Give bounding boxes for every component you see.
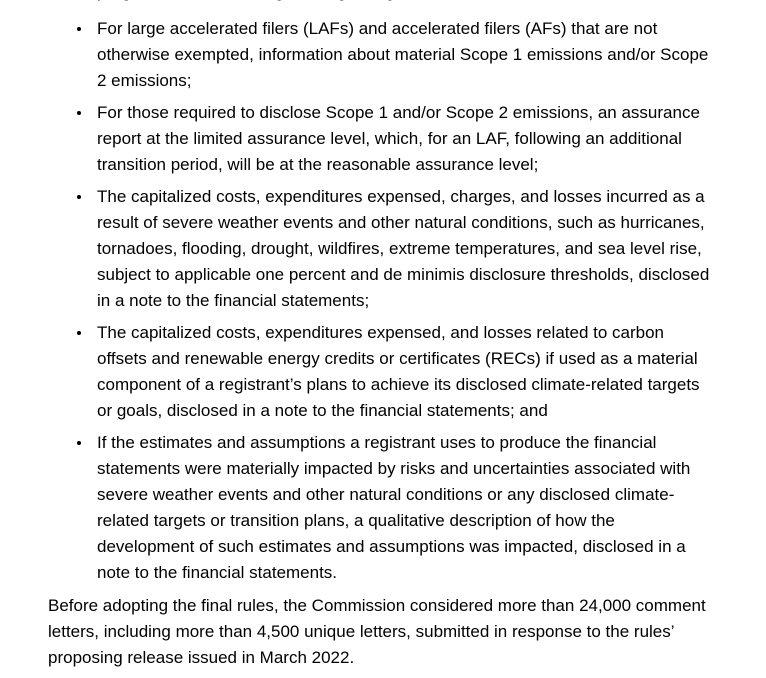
- bullet-icon: [77, 111, 81, 115]
- bullet-icon: [77, 441, 81, 445]
- bullet-icon: [77, 195, 81, 199]
- bullet-item-laf-af-emissions: [48, 16, 716, 94]
- bullet-icon: [77, 331, 81, 335]
- bullet-text: For large accelerated filers (LAFs) and accelerated filers (AFs) that are not otherwise exempted, information about material Scope 1 emissions and/or Scope 2 emissions;: [97, 19, 709, 90]
- bullet-item-assurance-report: [48, 100, 716, 178]
- closing-paragraph: Before adopting the final rules, the Commission considered more than 24,000 comment letters, including more than 4,500 unique letters, submitted in response to the rules’ proposing release issued in March 2022.: [48, 596, 706, 667]
- bullet-item-estimates-assumptions: [48, 430, 716, 586]
- bullet-text: The capitalized costs, expenditures expensed, charges, and losses incurred as a result of severe weather events and other natural conditions, such as hurricanes, tornadoes, flooding, drought, wildfires, extreme temperatures, and sea level rise, subject to applicable one percent and de minimis disclosure thresholds, disclosed in a note to the financial statements;: [97, 187, 710, 310]
- bullet-item-severe-weather-costs: [48, 184, 716, 314]
- bullet-icon: [77, 27, 81, 31]
- clipped-line-text: [97, 0, 716, 5]
- bullet-text: The capitalized costs, expenditures expensed, and losses related to carbon offsets and renewable energy credits or certificates (RECs) if used as a material component of a registrant’s plans to achieve its disclosed climate-related targets or goals, disclosed in a note to the financial statements; and: [97, 323, 700, 420]
- bullet-text: If the estimates and assumptions a registrant uses to produce the financial statements were materially impacted by risks and uncertainties associated with severe weather events and other natural conditions or any disclosed climate-related targets or transition plans, a qualitative description of how the development of such estimates and assumptions was impacted, disclosed in a note to the financial statements.: [97, 433, 691, 582]
- clipped-previous-line: [48, 0, 716, 5]
- bullet-text: For those required to disclose Scope 1 and/or Scope 2 emissions, an assurance report at the limited assurance level, which, for an LAF, following an additional transition period, will be at the reasonable assurance level;: [97, 103, 700, 174]
- bullet-item-carbon-offsets-recs: [48, 320, 716, 424]
- bullet-list: [48, 16, 716, 586]
